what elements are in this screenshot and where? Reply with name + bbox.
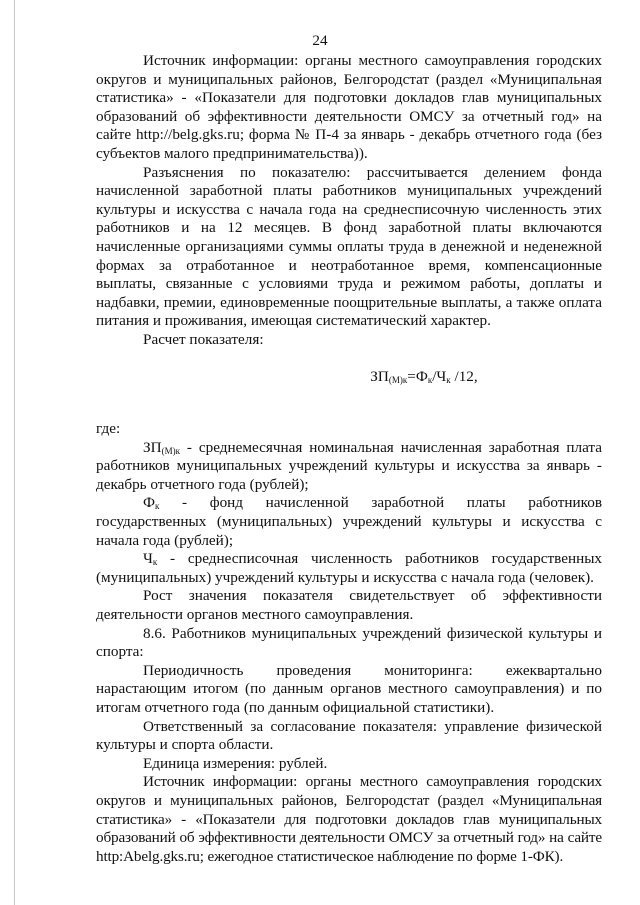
page-number: 24 bbox=[312, 32, 328, 49]
def-f-text: - фонд начисленной заработной платы работников государственных (муниципальных) учреждений культуры и искусства с начала года (рублей); bbox=[96, 494, 602, 549]
page-edge-line bbox=[14, 0, 15, 905]
unit-paragraph: Единица измерения: рублей. bbox=[143, 754, 328, 772]
def-zp-text: - среднемесячная номинальная начисленная заработная плата работников муниципальных учреждений культуры и искусства за январь - декабрь отчетного года (рублей); bbox=[96, 438, 602, 493]
definition-zp bbox=[96, 439, 602, 495]
formula bbox=[96, 368, 602, 387]
definition-ch bbox=[96, 550, 602, 587]
document-body bbox=[96, 52, 602, 866]
calculation-heading: Расчет показателя: bbox=[143, 330, 264, 348]
explanation-paragraph: Разъяснения по показателю: рассчитывается делением фонда начисленной заработной платы работников муниципальных учреждений культуры и искусства с начала года на среднесписочную численность этих работников и на 12 месяцев. В фонд заработной платы включаются начисленные организациями суммы оплаты труда в денежной и неденежной формах за отработанное и неотработанное время, компенсационные выплаты, связанные с условиями труда и режимом работы, доплаты и надбавки, премии, единовременные поощрительные выплаты, а также оплата питания и проживания, имеющая систематический характер. bbox=[96, 163, 602, 330]
info-source-paragraph-2: Источник информации: органы местного самоуправления городских округов и муниципальных районов, Белгородстат (раздел «Муниципальная статистика» - «Показатели для подготовки докладов глав муниципальных образований об эффективности деятельности ОМСУ за отчетный год» на сайте http:Abelg.gks.ru; ежегодное статистическое наблюдение по форме 1-ФК). bbox=[96, 773, 602, 865]
periodicity-paragraph: Периодичность проведения мониторинга: ежеквартально нарастающим итогом (по данным органов местного самоуправления) и по итогам отчетного года (по данным официальной статистики). bbox=[96, 661, 602, 716]
where-label: где: bbox=[96, 420, 121, 438]
formula-tail: /12, bbox=[450, 367, 478, 385]
responsible-paragraph: Ответственный за согласование показателя: управление физической культуры и спорта области. bbox=[96, 717, 602, 754]
def-zp-symbol: ЗП bbox=[143, 438, 162, 456]
formula-eq-f: =Ф bbox=[407, 367, 428, 385]
def-ch-sub: к bbox=[152, 557, 158, 568]
def-f-sub: к bbox=[155, 501, 160, 512]
formula-zp-sub: (М)к bbox=[388, 374, 408, 385]
def-f-symbol: Ф bbox=[143, 494, 155, 512]
growth-paragraph: Рост значения показателя свидетельствует об эффективности деятельности органов местного самоуправления. bbox=[96, 587, 602, 624]
formula-f-sub: к bbox=[427, 374, 433, 385]
def-zp-sub: (М)к bbox=[161, 445, 180, 456]
def-ch-symbol: Ч bbox=[143, 550, 153, 568]
formula-slash-ch: /Ч bbox=[432, 367, 447, 385]
definition-f bbox=[96, 494, 602, 550]
section-8-6-heading: 8.6. Работников муниципальных учреждений физической культуры и спорта: bbox=[96, 624, 602, 661]
formula-zp: ЗП bbox=[370, 367, 389, 385]
def-ch-text: - среднесписочная численность работников государственных (муниципальных) учреждений культуры и искусства с начала года (человек). bbox=[96, 550, 602, 586]
formula-ch-sub: к bbox=[446, 374, 451, 385]
info-source-paragraph: Источник информации: органы местного самоуправления городских округов и муниципальных районов, Белгородстат (раздел «Муниципальная статистика» - «Показатели для подготовки докладов глав муниципальных образований об эффективности деятельности ОМСУ за отчетный год» на сайте http://belg.gks.ru; форма № П-4 за январь - декабрь отчетного года (без субъектов малого предпринимательства)). bbox=[96, 52, 602, 162]
